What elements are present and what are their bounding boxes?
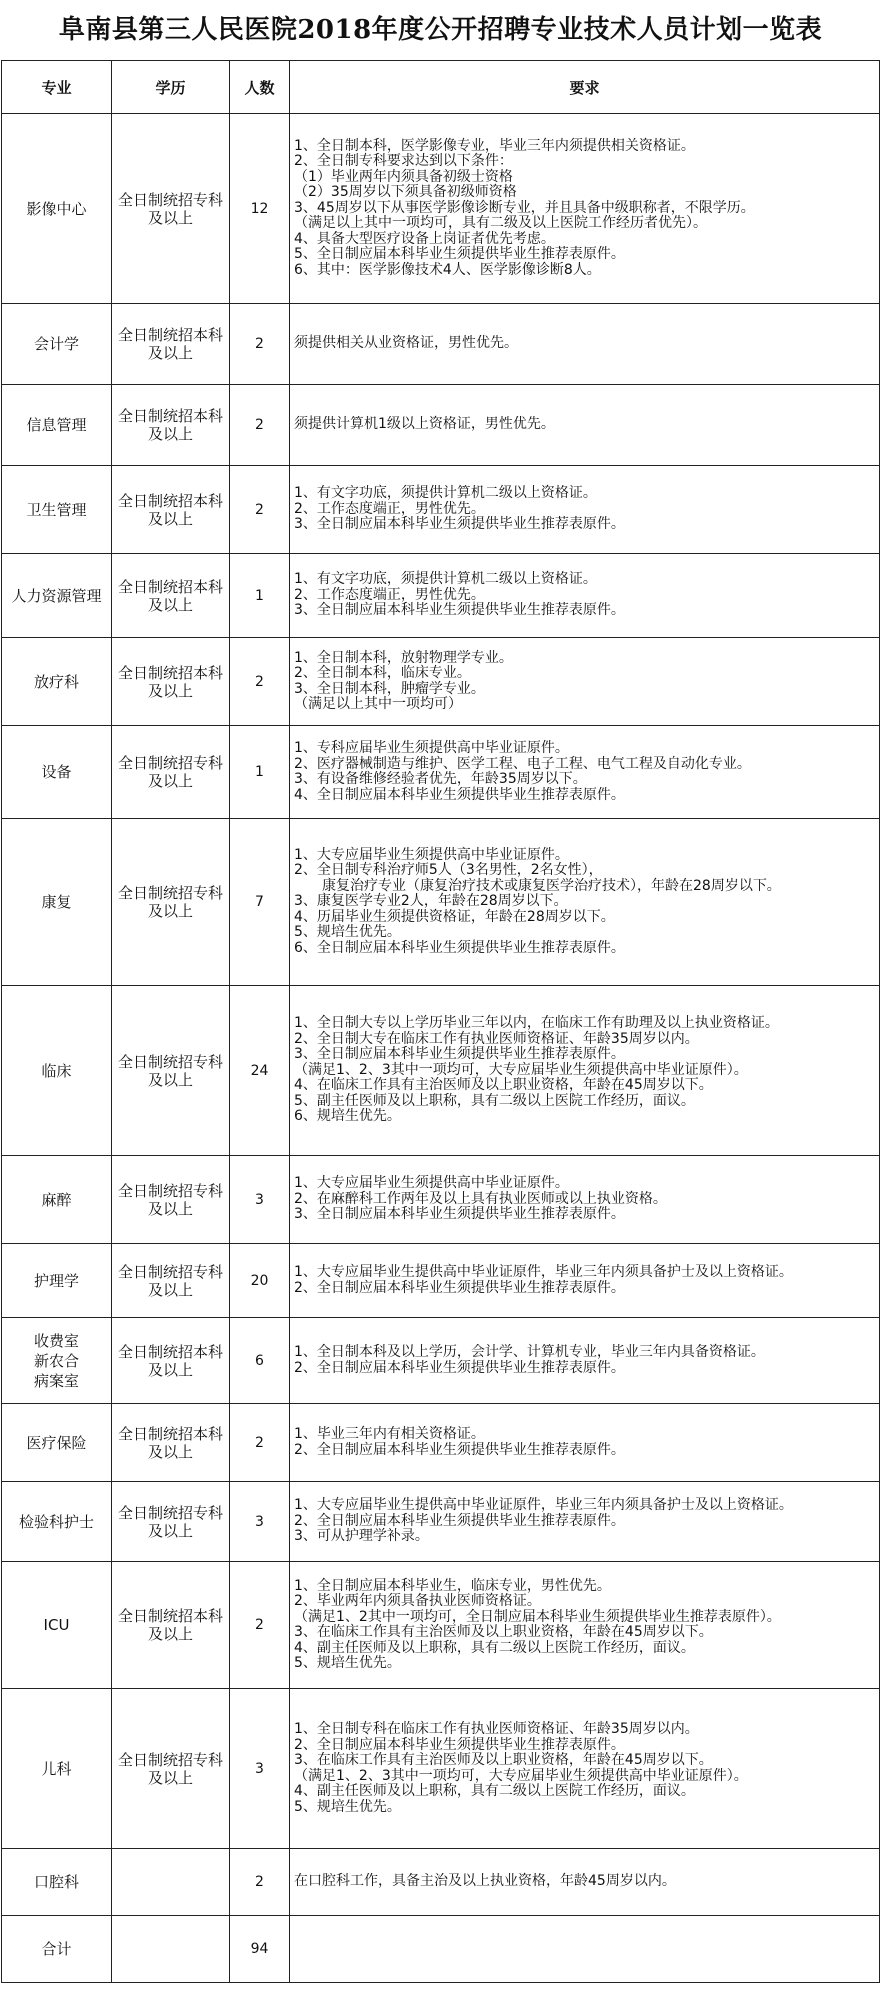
cell-major: 影像中心 <box>2 114 112 304</box>
recruitment-table <box>1 60 880 1983</box>
table-row <box>2 114 880 304</box>
table-row <box>2 385 880 466</box>
cell-requirements: 1、全日制应届本科毕业生，临床专业，男性优先。 2、毕业两年内须具备执业医师资格证。 （满足1、2其中一项均可，全日制应届本科毕业生须提供毕业生推荐表原件）。 3、在临床工作具有主治医师及以上职业资格，年龄在45周岁以下。 4、副主任医师及以上职称，具有二级以上医院工作经历，面议。 5、规培生优先。 <box>290 1562 880 1689</box>
cell-education: 全日制统招本科及以上 <box>112 304 230 385</box>
cell-count: 2 <box>230 638 290 726</box>
cell-count: 2 <box>230 1562 290 1689</box>
cell-education: 全日制统招专科及以上 <box>112 114 230 304</box>
cell-requirements: 1、毕业三年内有相关资格证。 2、全日制应届本科毕业生须提供毕业生推荐表原件。 <box>290 1404 880 1482</box>
cell-major: 医疗保险 <box>2 1404 112 1482</box>
table-row <box>2 1916 880 1983</box>
cell-count: 3 <box>230 1156 290 1244</box>
header-count: 人数 <box>230 61 290 114</box>
cell-education: 全日制统招专科及以上 <box>112 1689 230 1849</box>
cell-count: 24 <box>230 986 290 1156</box>
header-requirements: 要求 <box>290 61 880 114</box>
cell-count: 6 <box>230 1318 290 1404</box>
cell-requirements: 1、大专应届毕业生提供高中毕业证原件，毕业三年内须具备护士及以上资格证。 2、全日制应届本科毕业生须提供毕业生推荐表原件。 <box>290 1244 880 1318</box>
cell-count: 1 <box>230 726 290 819</box>
cell-major: 临床 <box>2 986 112 1156</box>
cell-major: 设备 <box>2 726 112 819</box>
cell-major: 卫生管理 <box>2 466 112 554</box>
table-row <box>2 1318 880 1404</box>
cell-major: 收费室 新农合 病案室 <box>2 1318 112 1404</box>
cell-education: 全日制统招专科及以上 <box>112 726 230 819</box>
cell-count: 94 <box>230 1916 290 1983</box>
table-row <box>2 638 880 726</box>
cell-education <box>112 1916 230 1983</box>
cell-requirements: 1、全日制专科在临床工作有执业医师资格证、年龄35周岁以内。 2、全日制应届本科毕业生须提供毕业生推荐表原件。 3、在临床工作具有主治医师及以上职业资格，年龄在45周岁以下。 （满足1、2、3其中一项均可，大专应届毕业生须提供高中毕业证原件）。 4、副主任医师及以上职称，具有二级以上医院工作经历，面议。 5、规培生优先。 <box>290 1689 880 1849</box>
cell-count: 2 <box>230 466 290 554</box>
table-row <box>2 1156 880 1244</box>
table-header-row <box>2 61 880 114</box>
cell-requirements: 1、大专应届毕业生须提供高中毕业证原件。 2、在麻醉科工作两年及以上具有执业医师或以上执业资格。 3、全日制应届本科毕业生须提供毕业生推荐表原件。 <box>290 1156 880 1244</box>
cell-requirements: 1、大专应届毕业生提供高中毕业证原件，毕业三年内须具备护士及以上资格证。 2、全日制应届本科毕业生须提供毕业生推荐表原件。 3、可从护理学补录。 <box>290 1482 880 1562</box>
cell-requirements: 1、大专应届毕业生须提供高中毕业证原件。 2、全日制专科治疗师5人（3名男性，2名女性）， 康复治疗专业（康复治疗技术或康复医学治疗技术），年龄在28周岁以下。 3、康复医学专业2人，年龄在28周岁以下。 4、历届毕业生须提供资格证，年龄在28周岁以下。 5、规培生优先。 6、全日制应届本科毕业生须提供毕业生推荐表原件。 <box>290 819 880 986</box>
cell-education: 全日制统招本科及以上 <box>112 1404 230 1482</box>
cell-major: ICU <box>2 1562 112 1689</box>
cell-requirements: 1、全日制本科及以上学历，会计学、计算机专业，毕业三年内具备资格证。 2、全日制应届本科毕业生须提供毕业生推荐表原件。 <box>290 1318 880 1404</box>
cell-education: 全日制统招本科及以上 <box>112 466 230 554</box>
cell-count: 2 <box>230 1404 290 1482</box>
cell-education: 全日制统招本科及以上 <box>112 1562 230 1689</box>
cell-major: 康复 <box>2 819 112 986</box>
cell-education: 全日制统招专科及以上 <box>112 819 230 986</box>
cell-count: 7 <box>230 819 290 986</box>
table-row <box>2 1562 880 1689</box>
cell-education: 全日制统招专科及以上 <box>112 1156 230 1244</box>
cell-count: 2 <box>230 304 290 385</box>
cell-major: 儿科 <box>2 1689 112 1849</box>
cell-education: 全日制统招本科及以上 <box>112 638 230 726</box>
cell-requirements: 1、全日制本科，医学影像专业，毕业三年内须提供相关资格证。 2、全日制专科要求达到以下条件： （1）毕业两年内须具备初级士资格 （2）35周岁以下须具备初级师资格 3、45周岁以下从事医学影像诊断专业，并且具备中级职称者，不限学历。 （满足以上其中一项均可，具有二级及以上医院工作经历者优先）。 4、具备大型医疗设备上岗证者优先考虑。 5、全日制应届本科毕业生须提供毕业生推荐表原件。 6、其中：医学影像技术4人、医学影像诊断8人。 <box>290 114 880 304</box>
cell-requirements: 1、专科应届毕业生须提供高中毕业证原件。 2、医疗器械制造与维护、医学工程、电子工程、电气工程及自动化专业。 3、有设备维修经验者优先，年龄35周岁以下。 4、全日制应届本科毕业生须提供毕业生推荐表原件。 <box>290 726 880 819</box>
table-row <box>2 1689 880 1849</box>
cell-requirements: 1、全日制大专以上学历毕业三年以内，在临床工作有助理及以上执业资格证。 2、全日制大专在临床工作有执业医师资格证、年龄35周岁以内。 3、全日制应届本科毕业生须提供毕业生推荐表原件。 （满足1、2、3其中一项均可，大专应届毕业生须提供高中毕业证原件）。 4、在临床工作具有主治医师及以上职业资格，年龄在45周岁以下。 5、副主任医师及以上职称，具有二级以上医院工作经历，面议。 6、规培生优先。 <box>290 986 880 1156</box>
table-row <box>2 1482 880 1562</box>
cell-major: 麻醉 <box>2 1156 112 1244</box>
table-row <box>2 1244 880 1318</box>
cell-education: 全日制统招专科及以上 <box>112 1244 230 1318</box>
cell-count: 1 <box>230 554 290 638</box>
cell-major: 信息管理 <box>2 385 112 466</box>
cell-major: 合计 <box>2 1916 112 1983</box>
cell-education: 全日制统招本科及以上 <box>112 1318 230 1404</box>
cell-major: 口腔科 <box>2 1849 112 1916</box>
document-title: 阜南县第三人民医院2018年度公开招聘专业技术人员计划一览表 <box>58 15 823 45</box>
cell-count: 3 <box>230 1689 290 1849</box>
cell-count: 3 <box>230 1482 290 1562</box>
cell-requirements: 须提供相关从业资格证，男性优先。 <box>290 304 880 385</box>
header-major: 专业 <box>2 61 112 114</box>
table-body <box>2 114 880 1983</box>
cell-count: 2 <box>230 1849 290 1916</box>
table-row <box>2 304 880 385</box>
cell-education: 全日制统招本科及以上 <box>112 385 230 466</box>
table-row <box>2 819 880 986</box>
cell-requirements: 1、有文字功底，须提供计算机二级以上资格证。 2、工作态度端正，男性优先。 3、全日制应届本科毕业生须提供毕业生推荐表原件。 <box>290 466 880 554</box>
cell-major: 放疗科 <box>2 638 112 726</box>
cell-major: 检验科护士 <box>2 1482 112 1562</box>
header-education: 学历 <box>112 61 230 114</box>
cell-major: 人力资源管理 <box>2 554 112 638</box>
table-row <box>2 1849 880 1916</box>
table-row <box>2 726 880 819</box>
cell-count: 12 <box>230 114 290 304</box>
cell-count: 20 <box>230 1244 290 1318</box>
cell-education: 全日制统招本科及以上 <box>112 554 230 638</box>
cell-education: 全日制统招专科及以上 <box>112 1482 230 1562</box>
table-row <box>2 466 880 554</box>
table-row <box>2 554 880 638</box>
table-row <box>2 986 880 1156</box>
table-row <box>2 1404 880 1482</box>
cell-requirements: 1、有文字功底，须提供计算机二级以上资格证。 2、工作态度端正，男性优先。 3、全日制应届本科毕业生须提供毕业生推荐表原件。 <box>290 554 880 638</box>
cell-education: 全日制统招专科及以上 <box>112 986 230 1156</box>
cell-requirements: 须提供计算机1级以上资格证，男性优先。 <box>290 385 880 466</box>
cell-requirements: 在口腔科工作，具备主治及以上执业资格，年龄45周岁以内。 <box>290 1849 880 1916</box>
cell-education <box>112 1849 230 1916</box>
cell-major: 护理学 <box>2 1244 112 1318</box>
cell-count: 2 <box>230 385 290 466</box>
cell-requirements: 1、全日制本科，放射物理学专业。 2、全日制本科，临床专业。 3、全日制本科，肿瘤学专业。 （满足以上其中一项均可） <box>290 638 880 726</box>
cell-major: 会计学 <box>2 304 112 385</box>
cell-requirements <box>290 1916 880 1983</box>
